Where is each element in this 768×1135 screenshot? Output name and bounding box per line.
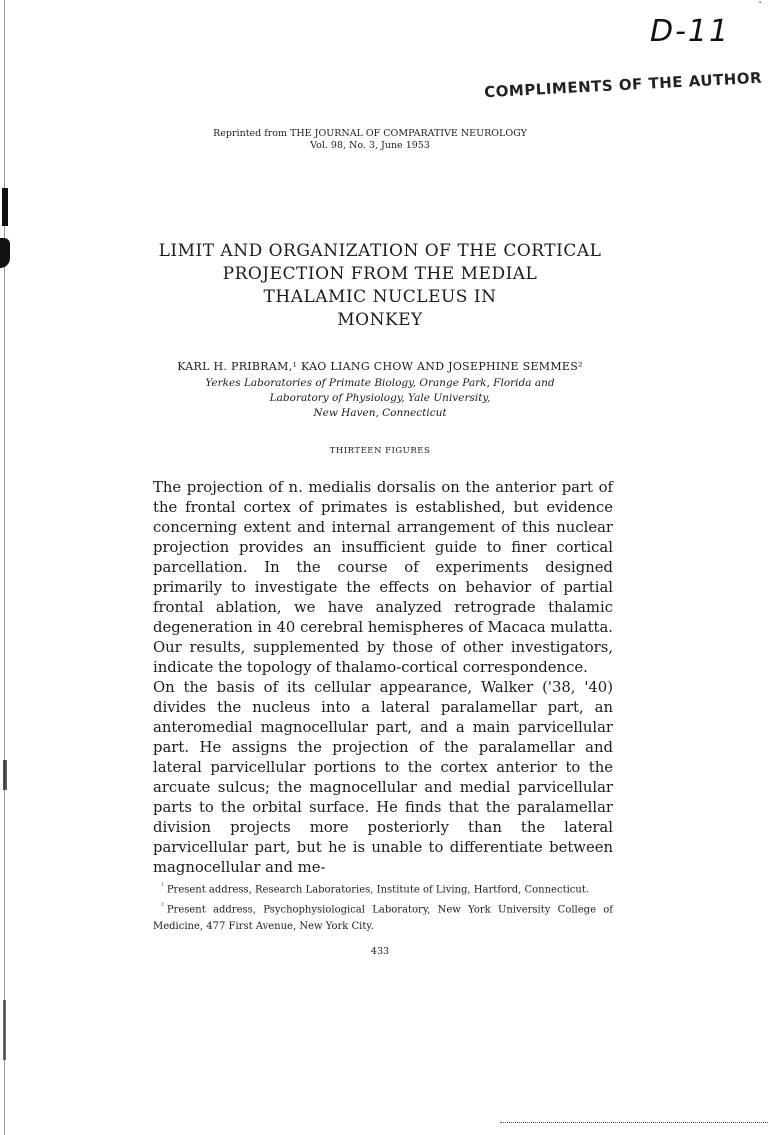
- article-title: [100, 240, 660, 332]
- footnotes: [153, 878, 613, 935]
- affiliation-line: Yerkes Laboratories of Primate Biology, Orange Park, Florida and: [205, 377, 555, 389]
- author-list: KARL H. PRIBRAM,¹ KAO LIANG CHOW AND JOSEPHINE SEMMES²: [177, 360, 583, 373]
- title-line: THALAMIC NUCLEUS IN: [263, 287, 497, 307]
- title-line: LIMIT AND ORGANIZATION OF THE CORTICAL: [158, 241, 602, 261]
- affiliation-line: Laboratory of Physiology, Yale University,: [269, 392, 491, 404]
- footnote-mark: ¹: [161, 882, 164, 890]
- affiliation-line: New Haven, Connecticut: [313, 407, 447, 419]
- body-text: [153, 478, 613, 878]
- reprint-journal: Reprinted from THE JOURNAL OF COMPARATIVE NEUROLOGY: [213, 128, 527, 139]
- reprint-volume: Vol. 98, No. 3, June 1953: [310, 140, 430, 151]
- title-line: MONKEY: [337, 310, 423, 330]
- footnote: [153, 878, 613, 898]
- title-line: PROJECTION FROM THE MEDIAL: [222, 264, 538, 284]
- corner-mark: ˇ: [758, 2, 763, 12]
- scan-artifact: [0, 238, 10, 268]
- footnote-mark: ²: [161, 902, 164, 911]
- author-stamp: COMPLIMENTS OF THE AUTHOR: [483, 68, 763, 102]
- scan-artifact: [2, 188, 8, 226]
- handwritten-label: D-11: [650, 14, 731, 49]
- page-number: 433: [370, 946, 390, 957]
- scan-artifact: [3, 1000, 6, 1060]
- affiliation: [110, 376, 650, 421]
- paragraph: On the basis of its cellular appearance, Walker ('38, '40) divides the nucleus into a lateral paralamellar part, an anteromedial magnocellular part, and a main parvicellular part. He assigns the projection of the paralamellar and lateral parvicellular portions to the cortex anterior to the arcuate sulcus; the magnocellular and medial parvicellular parts to the orbital surface. He finds that the paralamellar division projects more posteriorly than the lateral parvicellular part, but he is unable to differentiate between magnocellular and me-: [153, 679, 613, 876]
- scan-artifact: [3, 760, 7, 790]
- figures-note: THIRTEEN FIGURES: [329, 446, 431, 456]
- footnote-text: Present address, Research Laboratories, Institute of Living, Hartford, Connecticut.: [166, 884, 590, 896]
- scan-edge-line: [4, 0, 5, 1135]
- scan-bottom-rule: [500, 1122, 768, 1124]
- reprint-notice: [90, 128, 650, 152]
- paragraph: The projection of n. medialis dorsalis on the anterior part of the frontal cortex of primates is established, but evidence concerning extent and internal arrangement of this nuclear projection provides an insufficient guide to finer cortical parcellation. In the course of experiments designed primarily to investigate the effects on behavior of partial frontal ablation, we have analyzed retrograde thalamic degeneration in 40 cerebral hemispheres of Macaca mulatta. Our results, supplemented by those of other investigators, indicate the topology of thalamo-cortical correspondence.: [153, 479, 613, 676]
- footnote: [153, 898, 613, 934]
- footnote-text: Present address, Psychophysiological Laboratory, New York University College of Medicine, 477 First Avenue, New York City.: [153, 904, 613, 932]
